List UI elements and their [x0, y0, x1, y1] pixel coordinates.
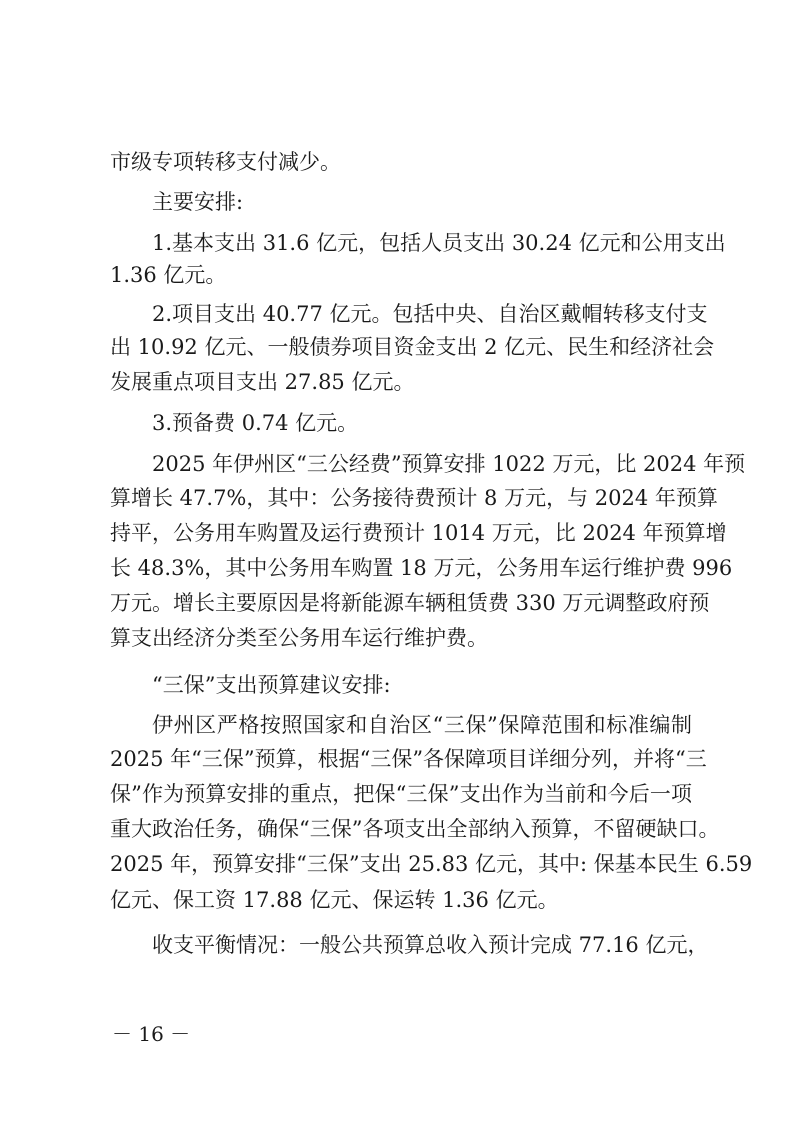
body-text-line: 收支平衡情况：一般公共预算总收入预计完成 77.16 亿元，: [152, 933, 709, 957]
body-text-line: 长 48.3%，其中公务用车购置 18 万元，公务用车运行维护费 996: [110, 556, 733, 580]
body-text-line: 1.基本支出 31.6 亿元，包括人员支出 30.24 亿元和公用支出: [152, 231, 726, 255]
body-text-line: 重大政治任务，确保“三保”各项支出全部纳入预算，不留硬缺口。: [110, 817, 720, 841]
body-text-line: 算支出经济分类至公务用车运行维护费。: [110, 626, 488, 650]
body-text-line: 伊州区严格按照国家和自治区“三保”保障范围和标准编制: [152, 713, 692, 737]
body-text-line: 市级专项转移支付减少。: [110, 150, 341, 174]
body-text-line: 保”作为预算安排的重点，把保“三保”支出作为当前和今后一项: [110, 782, 692, 806]
body-text-line: 发展重点项目支出 27.85 亿元。: [110, 370, 415, 394]
body-text-line: 亿元、保工资 17.88 亿元、保运转 1.36 亿元。: [110, 888, 559, 912]
page-number: － 16 －: [112, 1022, 191, 1046]
body-text-line: 算增长 47.7%，其中：公务接待费预计 8 万元，与 2024 年预算: [110, 486, 718, 510]
section-heading: “三保”支出预算建议安排:: [152, 673, 391, 697]
body-text-line: 持平，公务用车购置及运行费预计 1014 万元，比 2024 年预算增: [110, 521, 727, 545]
body-text-line: 2025 年伊州区“三公经费”预算安排 1022 万元，比 2024 年预: [152, 452, 746, 476]
body-text-line: 万元。增长主要原因是将新能源车辆租赁费 330 万元调整政府预: [110, 591, 710, 615]
body-text-line: 出 10.92 亿元、一般债券项目资金支出 2 亿元、民生和经济社会: [110, 335, 715, 359]
section-heading: 主要安排:: [152, 190, 244, 214]
body-text-line: 1.36 亿元。: [110, 263, 227, 287]
body-text-line: 2.项目支出 40.77 亿元。包括中央、自治区戴帽转移支付支: [152, 302, 708, 326]
body-text-line: 2025 年“三保”预算，根据“三保”各保障项目详细分列，并将“三: [110, 747, 707, 771]
body-text-line: 2025 年，预算安排“三保”支出 25.83 亿元，其中: 保基本民生 6.59: [110, 852, 753, 876]
body-text-line: 3.预备费 0.74 亿元。: [152, 411, 359, 435]
